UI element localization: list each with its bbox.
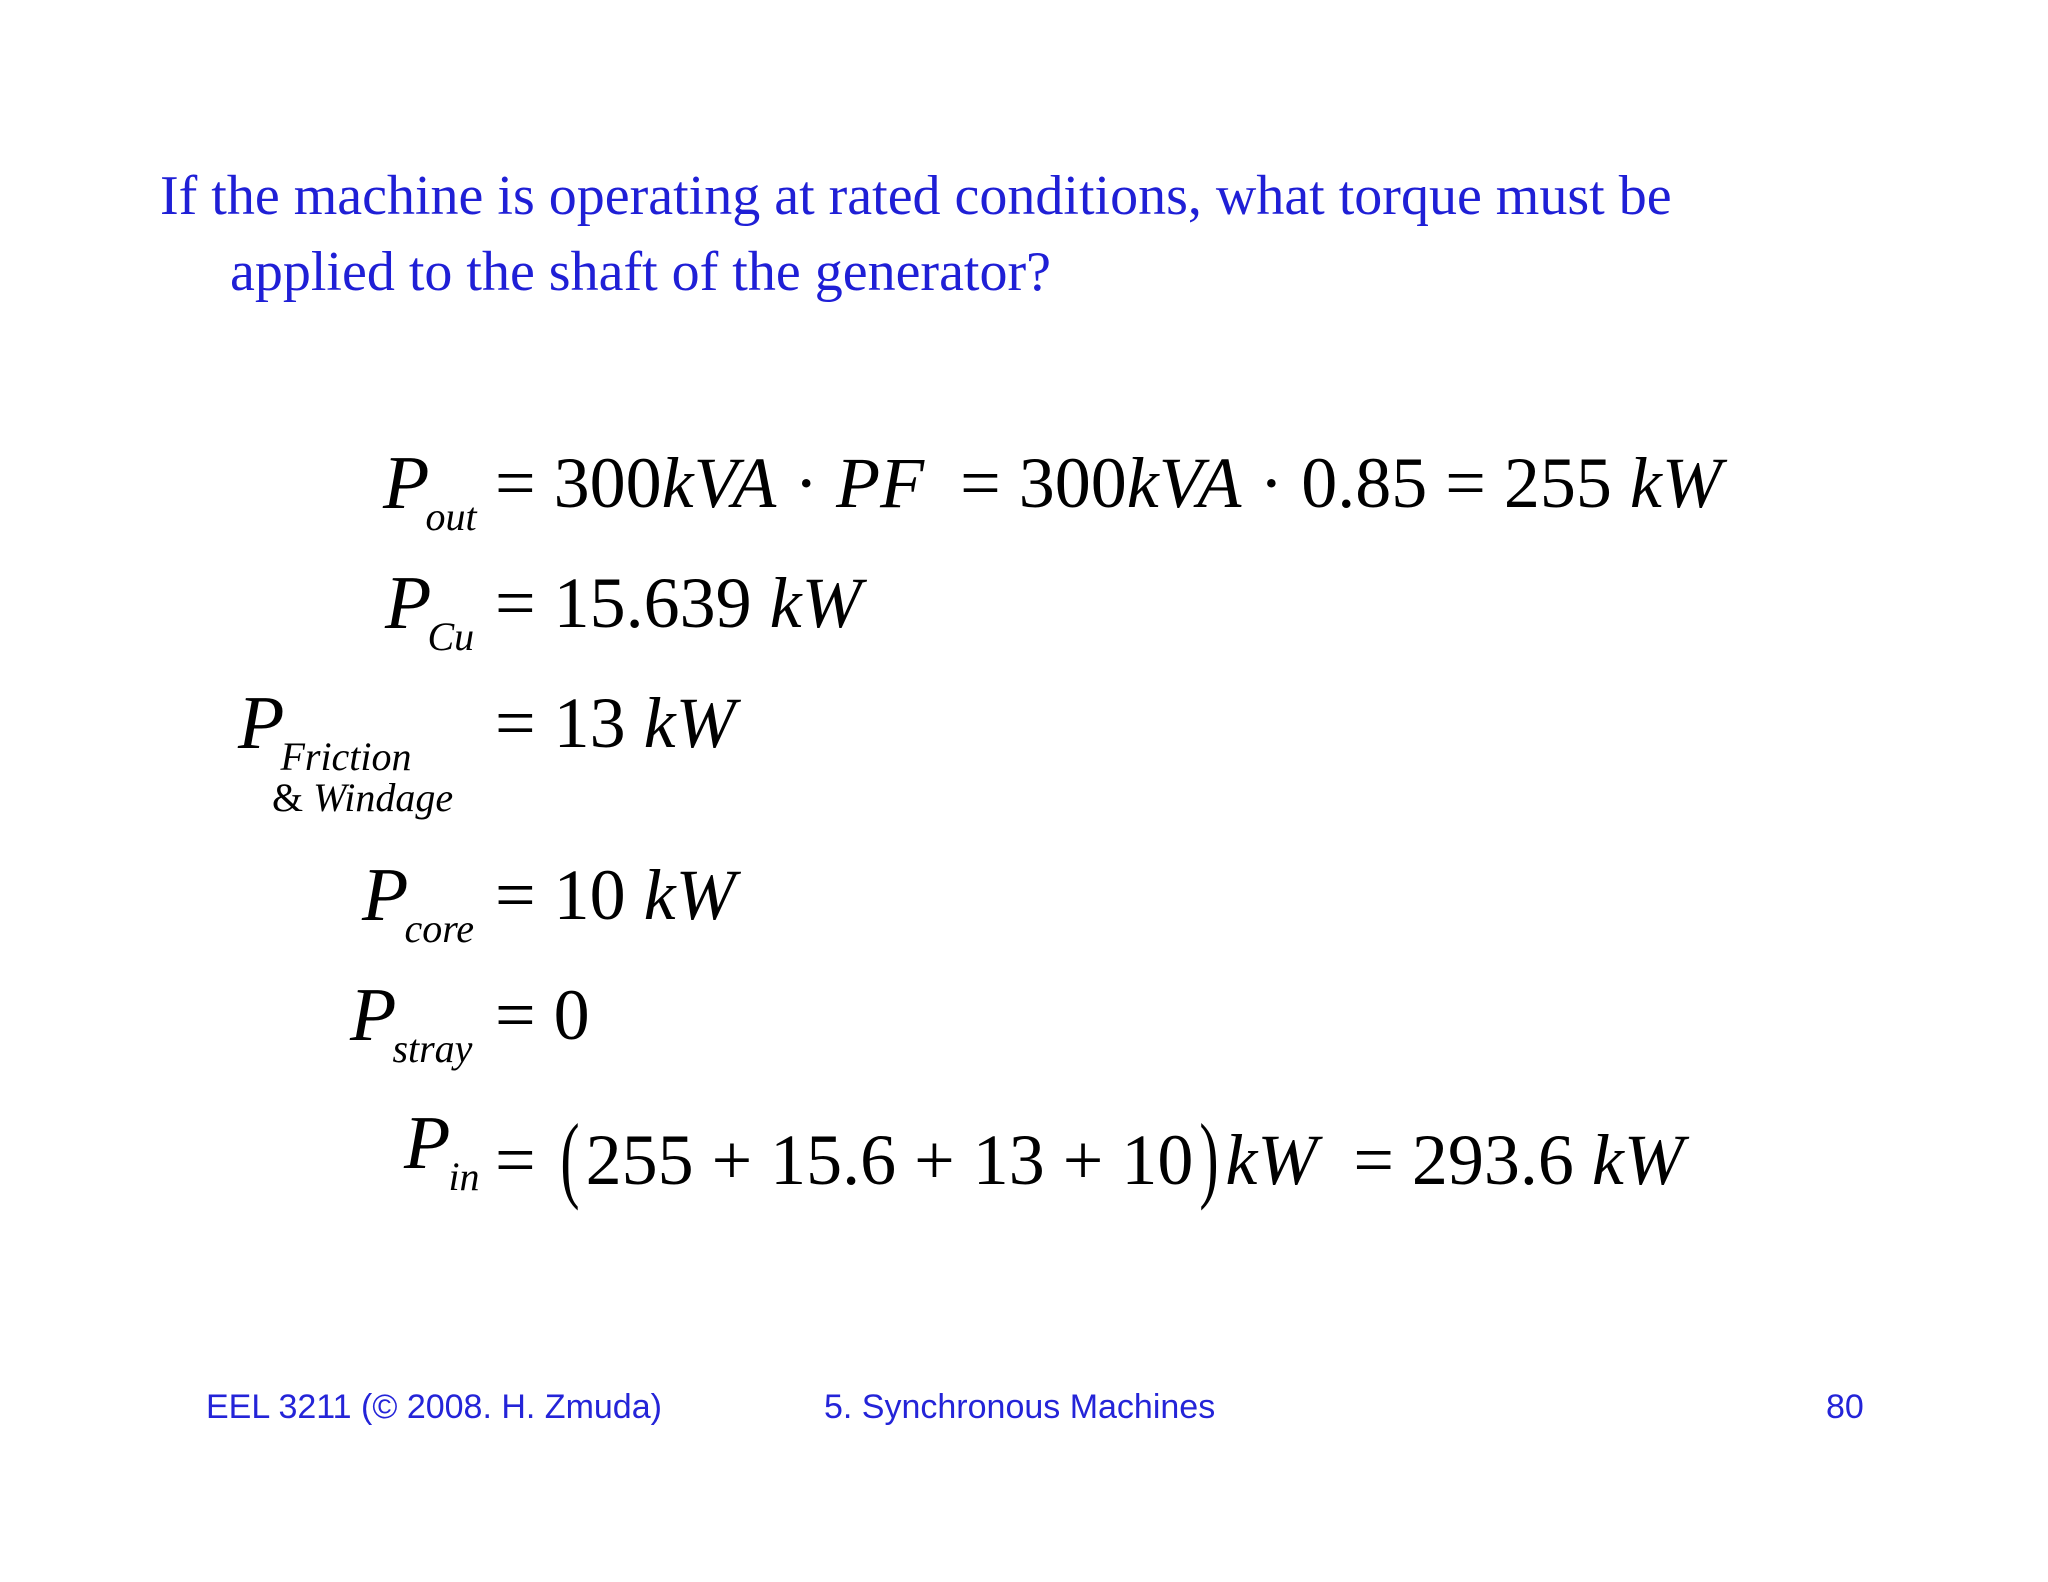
p-out-rhs: = 300kVA · PF = 300kVA · 0.85 = 255 kW — [495, 443, 1722, 523]
p-fw-rhs: = 13 kW — [495, 683, 736, 763]
p-stray-lhs: Pstray — [350, 973, 473, 1071]
p-friction-subscript: Friction — [280, 734, 412, 779]
p-out-subscript: out — [425, 494, 477, 539]
p-core-rhs: = 10 kW — [495, 855, 736, 935]
p-stray-rhs: = 0 — [495, 975, 590, 1055]
footer-page-number: 80 — [1826, 1388, 1864, 1426]
p-in-lhs: Pin — [404, 1101, 480, 1199]
p-cu-rhs: = 15.639 kW — [495, 563, 862, 643]
p-stray-subscript: stray — [392, 1026, 473, 1071]
question-line-2: applied to the shaft of the generator? — [230, 241, 1051, 303]
footer-course: EEL 3211 (© 2008. H. Zmuda) — [206, 1388, 662, 1426]
question-line-1: If the machine is operating at rated conditions, what torque must be — [160, 165, 1672, 227]
p-core-subscript: core — [404, 906, 475, 951]
p-cu-subscript: Cu — [427, 614, 475, 659]
p-windage-subscript: & Windage — [272, 775, 454, 820]
footer-chapter: 5. Synchronous Machines — [824, 1388, 1216, 1426]
p-fw-lhs: PFriction — [238, 681, 412, 779]
p-in-subscript: in — [448, 1154, 480, 1199]
p-symbol: P — [383, 441, 430, 525]
p-in-rhs: = (255 + 15.6 + 13 + 10)kW = 293.6 kW — [495, 1104, 1684, 1211]
question-text — [160, 158, 1900, 310]
p-core-lhs: Pcore — [362, 853, 475, 951]
p-out-lhs — [383, 440, 481, 539]
p-cu-lhs: PCu — [385, 561, 475, 659]
